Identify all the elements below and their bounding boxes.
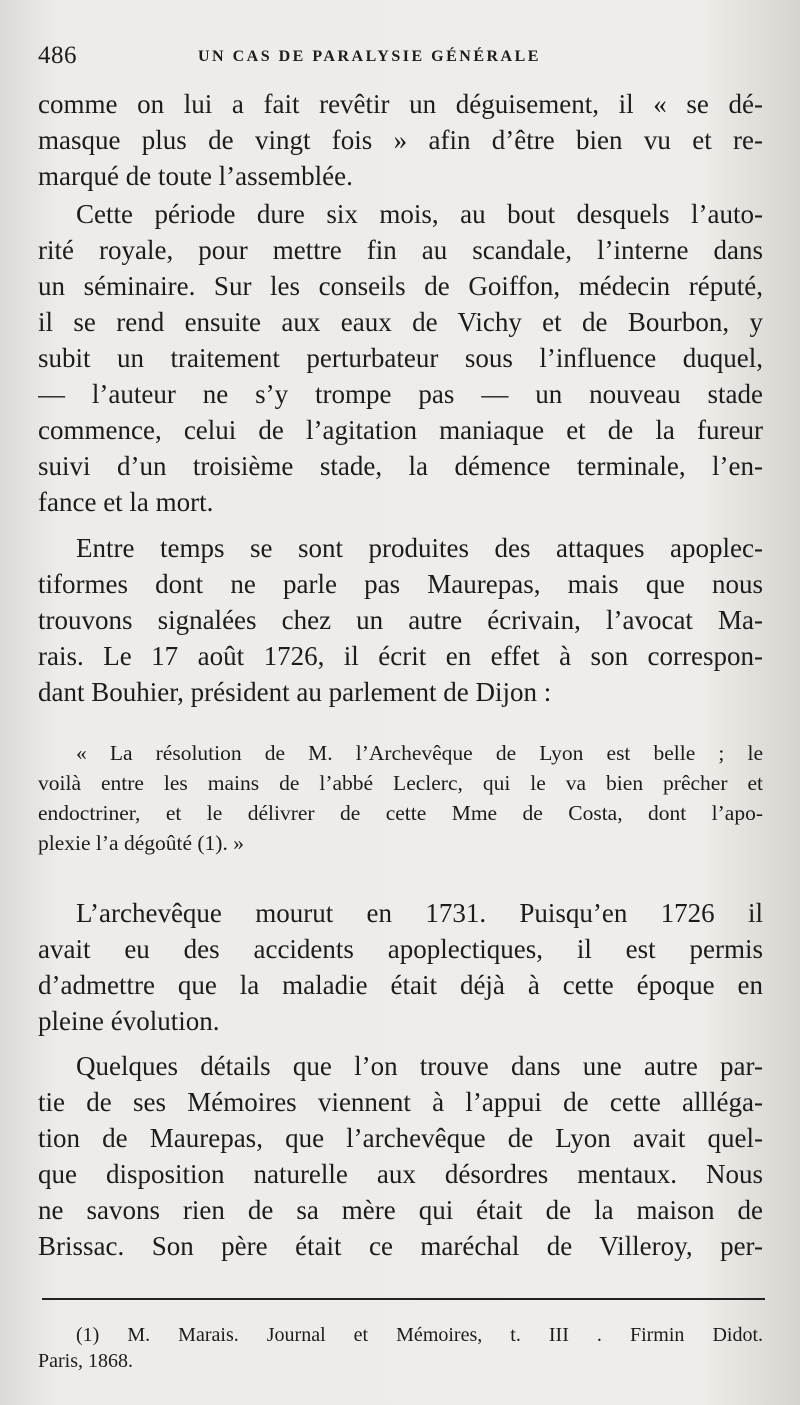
footnote bbox=[38, 1322, 763, 1374]
footnote-line: Paris, 1868. bbox=[38, 1350, 133, 1372]
text-line: tie de ses Mémoires viennent à l’appui de cette allléga- bbox=[38, 1087, 763, 1117]
text-line: rité royale, pour mettre fin au scandale, l’interne dans bbox=[38, 235, 763, 265]
text-line: avait eu des accidents apoplectiques, il est permis bbox=[38, 934, 763, 964]
running-title: UN CAS DE PARALYSIE GÉNÉRALE bbox=[198, 48, 541, 65]
text-line: Entre temps se sont produites des attaques apoplec- bbox=[76, 533, 763, 563]
paragraph-3 bbox=[38, 530, 763, 710]
quote-line: « La résolution de M. l’Archevêque de Lyon est belle ; le bbox=[76, 741, 763, 765]
text-line: dant Bouhier, président au parlement de Dijon : bbox=[38, 677, 552, 707]
quote-line: voilà entre les mains de l’abbé Leclerc, qui le va bien prêcher et bbox=[38, 771, 763, 795]
text-line: comme on lui a fait revêtir un déguisement, il « se dé- bbox=[38, 89, 763, 119]
text-line: Quelques détails que l’on trouve dans une autre par- bbox=[76, 1051, 763, 1081]
text-line: L’archevêque mourut en 1731. Puisqu’en 1726 il bbox=[76, 898, 763, 928]
page-header bbox=[38, 40, 760, 74]
text-line: suivi d’un troisième stade, la démence terminale, l’en- bbox=[38, 451, 763, 481]
text-line: un séminaire. Sur les conseils de Goiffon, médecin réputé, bbox=[38, 271, 763, 301]
paragraph-4 bbox=[38, 895, 763, 1039]
text-line: — l’auteur ne s’y trompe pas — un nouveau stade bbox=[38, 379, 763, 409]
text-line: masque plus de vingt fois » afin d’être bien vu et re- bbox=[38, 125, 763, 155]
text-line: trouvons signalées chez un autre écrivain, l’avocat Ma- bbox=[38, 605, 763, 635]
paragraph-5 bbox=[38, 1048, 763, 1264]
footnote-divider bbox=[42, 1298, 765, 1300]
text-line: que disposition naturelle aux désordres mentaux. Nous bbox=[38, 1159, 763, 1189]
text-line: subit un traitement perturbateur sous l’influence duquel, bbox=[38, 343, 763, 373]
text-line: Cette période dure six mois, au bout desquels l’auto- bbox=[76, 199, 763, 229]
paragraph-1 bbox=[38, 86, 763, 194]
footnote-line: (1) M. Marais. Journal et Mémoires, t. III . Firmin Didot. bbox=[76, 1324, 763, 1346]
page-number: 486 bbox=[38, 42, 77, 69]
text-line: rais. Le 17 août 1726, il écrit en effet à son correspon- bbox=[38, 641, 763, 671]
text-line: tiformes dont ne parle pas Maurepas, mais que nous bbox=[38, 569, 763, 599]
text-line: marqué de toute l’assemblée. bbox=[38, 161, 353, 191]
text-line: tion de Maurepas, que l’archevêque de Lyon avait quel- bbox=[38, 1123, 763, 1153]
text-line: d’admettre que la maladie était déjà à cette époque en bbox=[38, 970, 763, 1000]
block-quote bbox=[38, 738, 763, 858]
quote-line: plexie l’a dégoûté (1). » bbox=[38, 831, 244, 855]
text-line: il se rend ensuite aux eaux de Vichy et de Bourbon, y bbox=[38, 307, 763, 337]
text-line: ne savons rien de sa mère qui était de la maison de bbox=[38, 1195, 763, 1225]
paragraph-2 bbox=[38, 196, 763, 520]
text-line: Brissac. Son père était ce maréchal de Villeroy, per- bbox=[38, 1231, 763, 1261]
text-line: pleine évolution. bbox=[38, 1006, 220, 1036]
text-line: fance et la mort. bbox=[38, 487, 214, 517]
quote-line: endoctriner, et le délivrer de cette Mme de Costa, dont l’apo- bbox=[38, 801, 763, 825]
text-line: commence, celui de l’agitation maniaque et de la fureur bbox=[38, 415, 763, 445]
